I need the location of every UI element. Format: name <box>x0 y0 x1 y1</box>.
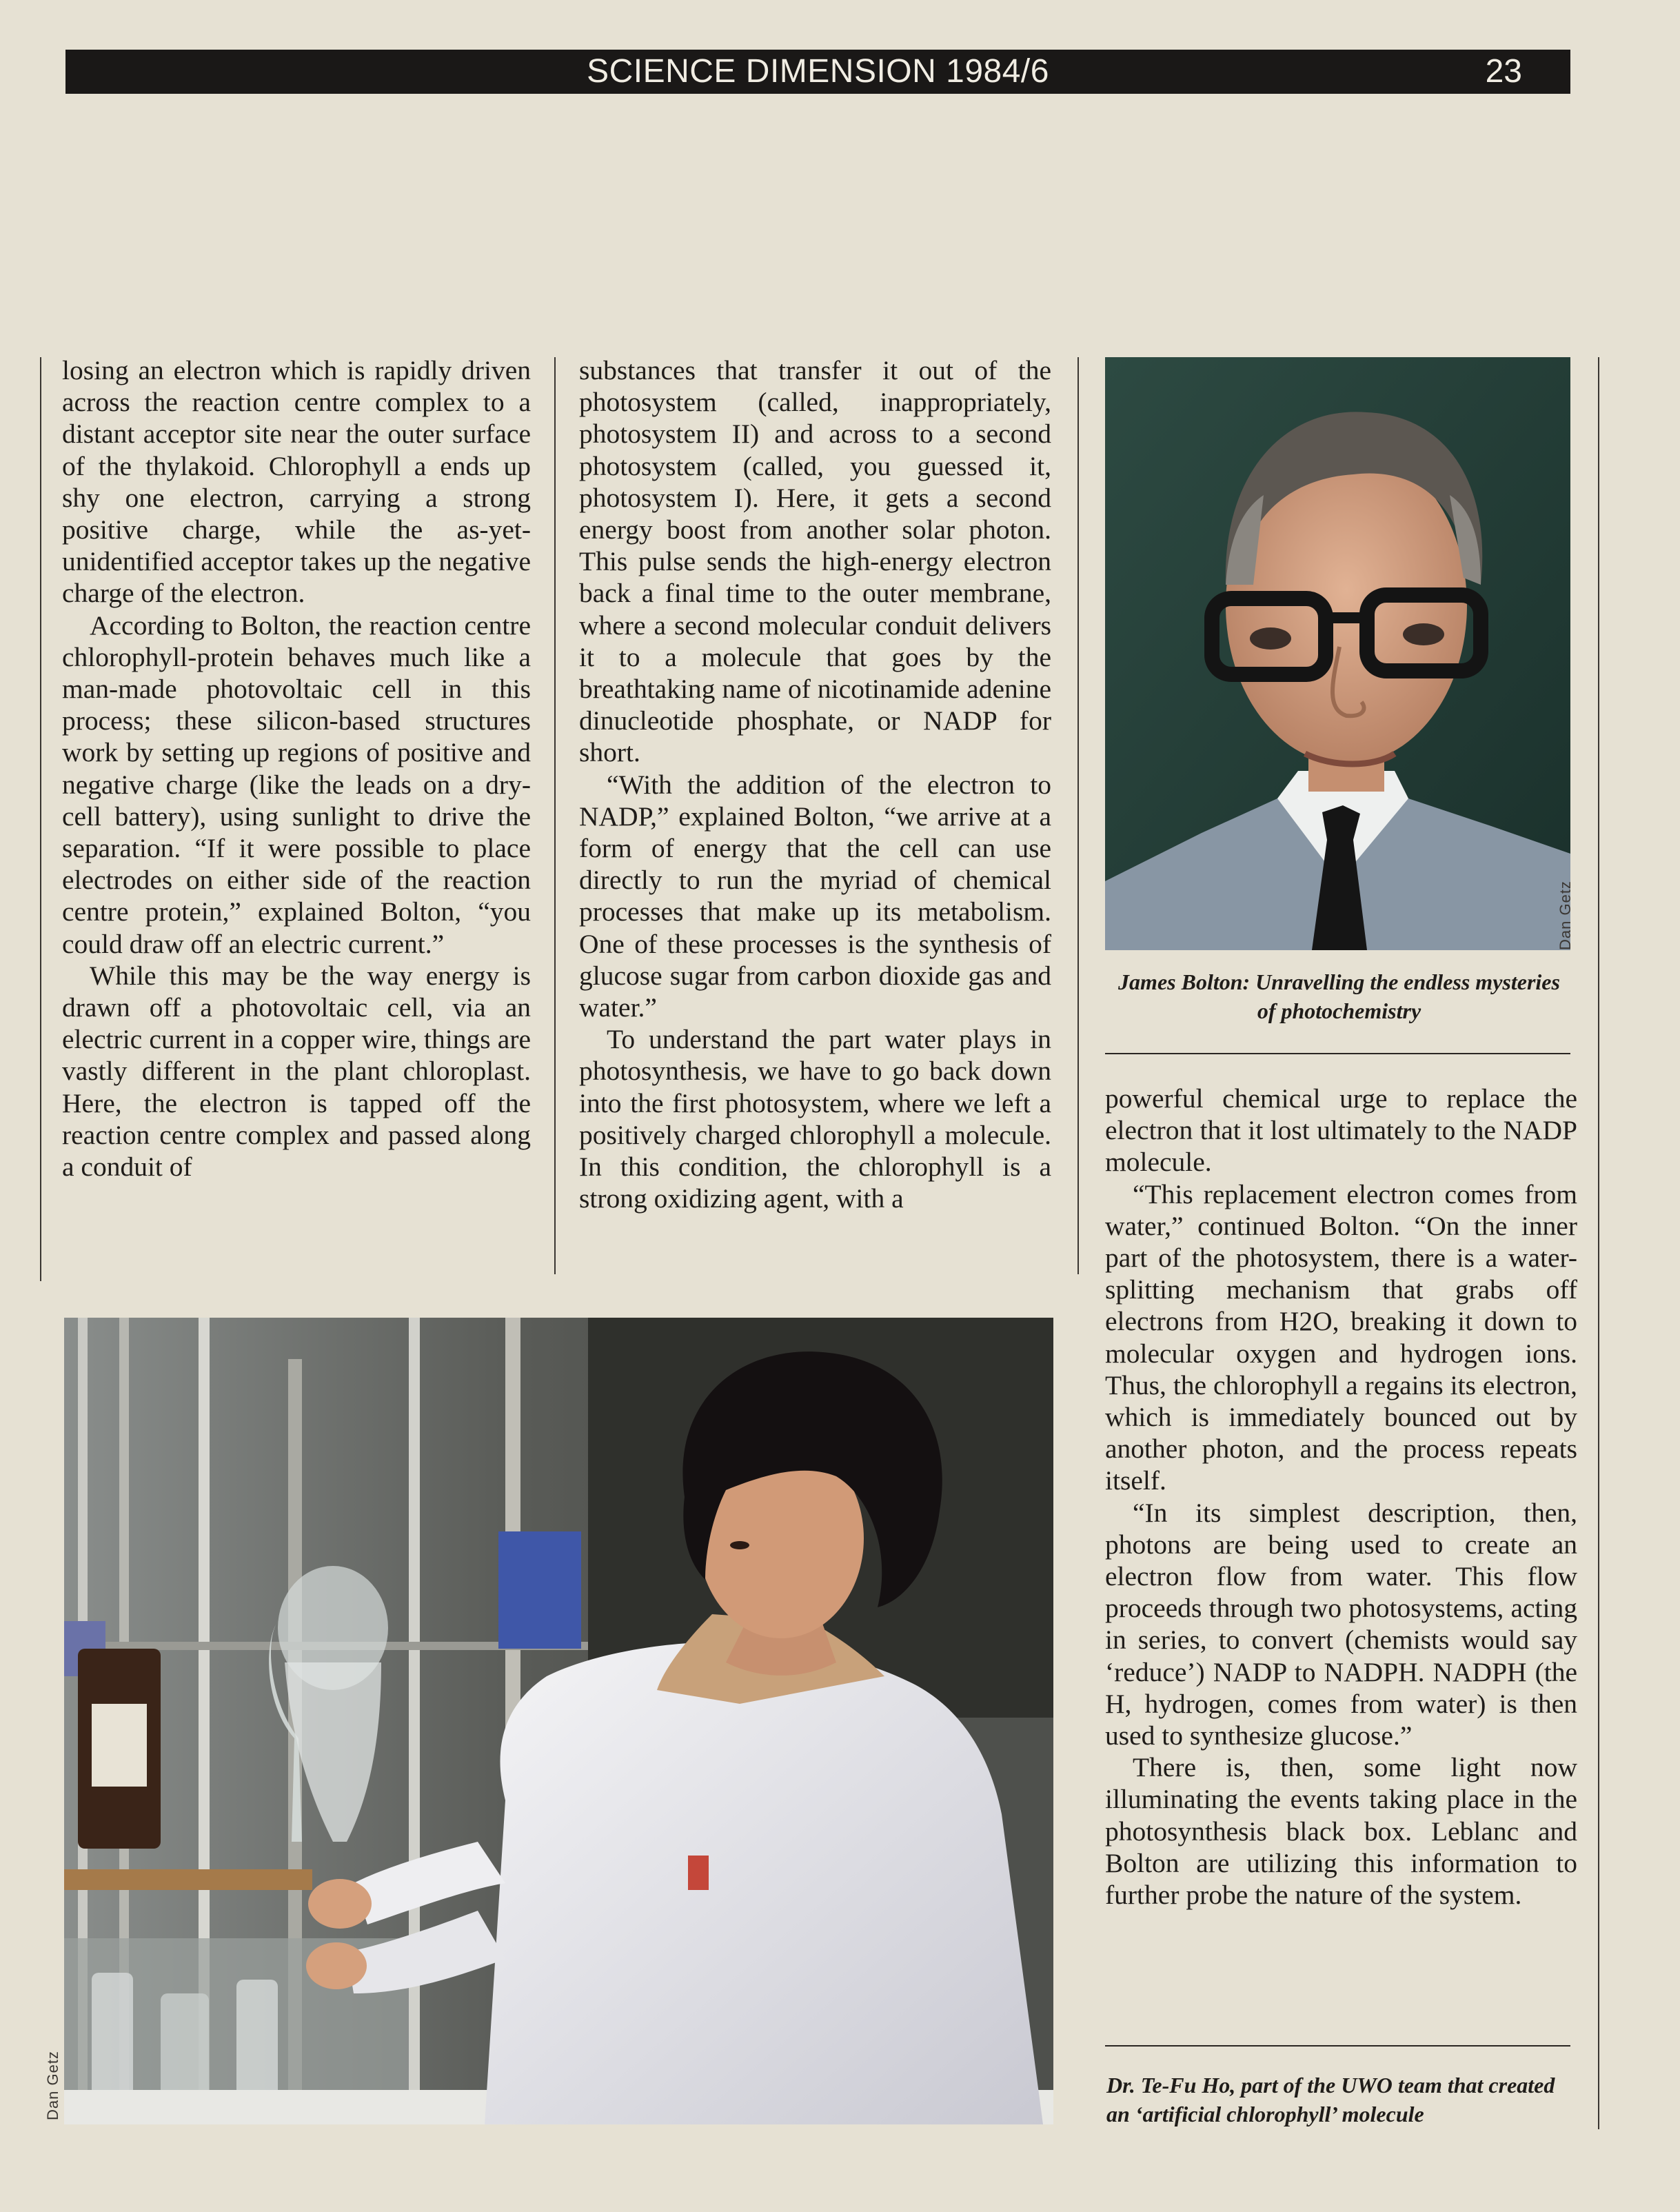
photo-credit: Dan Getz <box>1557 881 1574 950</box>
caption-rule <box>1105 1053 1570 1054</box>
paragraph: substances that transfer it out of the photosystem (called, inappropriately, photosystem II) and across to a second photosystem (called, you guessed it, photosystem I). Here, it gets a second energy boost from another solar photon. This pulse sends the high-energy electron back a final time to the outer membrane, where a second molecular conduit delivers it to a molecule that goes by the breathtaking name of nicotinamide adenine dinucleotide phosphate, or NADP for short. <box>579 355 1051 768</box>
paragraph: While this may be the way energy is drawn off a photovoltaic cell, via an electric current in a copper wire, things are vastly different in the plant chloroplast. Here, the electron is tapped off the reaction centre complex and passed along a conduit of <box>62 960 531 1183</box>
page-number: 23 <box>1485 53 1522 90</box>
article-column-2 <box>579 354 1051 1214</box>
paragraph: “With the addition of the electron to NADP,” explained Bolton, “we arrive at a form of energy that the cell can use directly to run the myriad of chemical processes that make up its metabolism. One of these processes is the synthesis of glucose sugar from carbon dioxide gas and water.” <box>579 769 1051 1023</box>
paragraph: “This replacement electron comes from water,” continued Bolton. “On the inner part of the photosystem, there is a water-splitting mechanism that grabs off electrons from H2O, breaking it down to molecular oxygen and hydrogen ions. Thus, the chlorophyll a regains its electron, which is immediately bounced out by another photon, and the process repeats itself. <box>1105 1178 1577 1496</box>
article-column-1 <box>62 354 531 1183</box>
column-rule-2-3 <box>1077 357 1079 1274</box>
column-rule-1-2 <box>554 357 556 1274</box>
paragraph: According to Bolton, the reaction centre chlorophyll-protein behaves much like a man-made photovoltaic cell in this process; these silicon-based structures work by setting up regions of positive and negative charge (like the leads on a dry-cell battery), using sunlight to drive the separation. “If it were possible to place electrodes on either side of the reaction centre protein,” explained Bolton, “you could draw off an electric current.” <box>62 610 531 959</box>
column-rule-left <box>40 357 41 1281</box>
paragraph: losing an electron which is rapidly driven across the reaction centre complex to a distant acceptor site near the outer surface of the thylakoid. Chlorophyll a ends up shy one electron, carrying a strong positive charge, while the as-yet-unidentified acceptor takes up the negative charge of the electron. <box>62 355 531 609</box>
column-rule-right <box>1598 357 1599 2129</box>
paragraph: To understand the part water plays in photosynthesis, we have to go back down into the first photosystem, where we left a positively charged chlorophyll a molecule. In this condition, the chlorophyll is a strong oxidizing agent, with a <box>579 1024 1051 1214</box>
laboratory-photo <box>64 1318 1053 2124</box>
photo-credit: Dan Getz <box>44 2051 61 2120</box>
paragraph: powerful chemical urge to replace the electron that it lost ultimately to the NADP molecule. <box>1105 1083 1577 1178</box>
paragraph: “In its simplest description, then, photons are being used to create an electron flow from water. This flow proceeds through two photosystems, acting in series, to convert (chemists would say ‘reduce’) NADP to NADPH. NADPH (the H, hydrogen, comes from water) is then used to synthesize glucose.” <box>1105 1497 1577 1751</box>
running-header <box>65 50 1570 94</box>
lab-photo-caption: Dr. Te-Fu Ho, part of the UWO team that created an ‘artificial chlorophyll’ molecule <box>1106 2073 1555 2126</box>
magazine-title: SCIENCE DIMENSION 1984/6 <box>587 53 1049 90</box>
portrait-caption: James Bolton: Unravelling the endless mysteries of photochemistry <box>1118 969 1560 1023</box>
paragraph: There is, then, some light now illuminating the events taking place in the photosynthesis black box. Leblanc and Bolton are utilizing this information to further probe the nature of the system. <box>1105 1752 1577 1911</box>
article-column-3 <box>1105 1083 1577 1911</box>
portrait-photo <box>1105 357 1570 950</box>
caption-rule <box>1105 2045 1570 2047</box>
